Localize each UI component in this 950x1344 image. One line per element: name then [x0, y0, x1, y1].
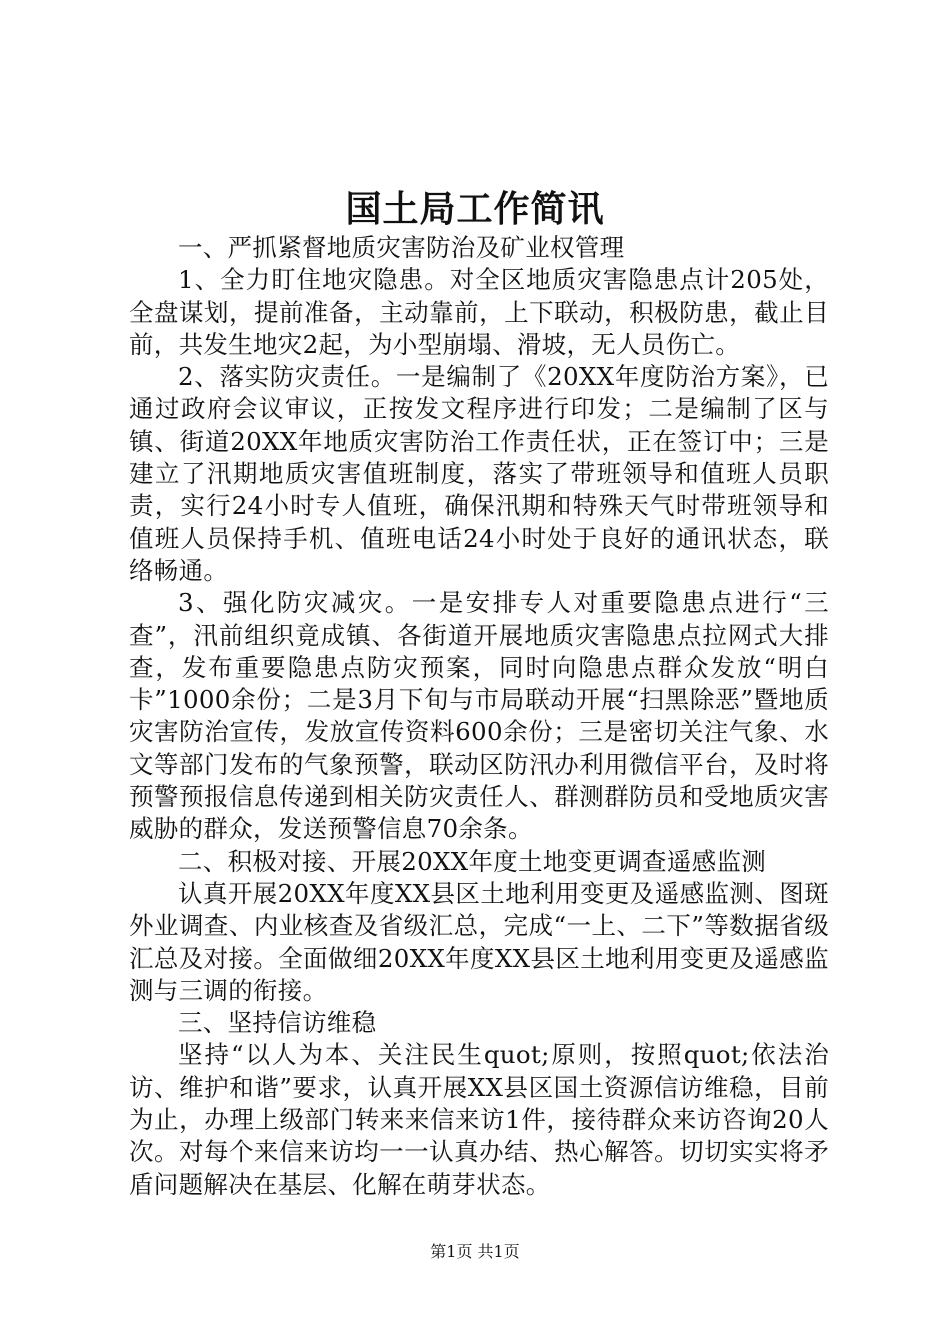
paragraph-5: 坚持“以人为本、关注民生quot;原则，按照quot;依法治访、维护和谐”要求，认真开展XX县区国土资源信访维稳，目前为止，办理上级部门转来来信来访1件，接待群众来访咨询20人次。对每个来信来访均一一认真办结、热心解答。切切实实将矛盾问题解决在基层、化解在萌芽状态。 [129, 1040, 829, 1199]
paragraph-1: 1、全力盯住地灾隐患。对全区地质灾害隐患点计205处，全盘谋划，提前准备，主动靠前，上下联动，积极防患，截止目前，共发生地灾2起，为小型崩塌、滑坡，无人员伤亡。 [129, 265, 829, 359]
page-footer: 第1页 共1页 [430, 1242, 520, 1261]
section-heading-1: 一、严抓紧督地质灾害防治及矿业权管理 [178, 233, 625, 262]
section-heading-2: 二、积极对接、开展20XX年度土地变更调查遥感监测 [178, 846, 767, 876]
paragraph-4: 认真开展20XX年度XX县区土地利用变更及遥感监测、图斑外业调查、内业核查及省级汇总，完成“一上、二下”等数据省级汇总及对接。全面做细20XX年度XX县区土地利用变更及遥感监测与三调的衔接。 [129, 878, 829, 1005]
document-body [129, 232, 829, 1201]
paragraph-2: 2、落实防灾责任。一是编制了《20XX年度防治方案》，已通过政府会议审议，正按发文程序进行印发；二是编制了区与镇、街道20XX年地质灾害防治工作责任状，正在签订中；三是建立了汛期地质灾害值班制度，落实了带班领导和值班人员职责，实行24小时专人值班，确保汛期和特殊天气时带班领导和值班人员保持手机、值班电话24小时处于良好的通讯状态，联络畅通。 [129, 362, 829, 585]
document-title: 国土局工作简讯 [345, 188, 605, 230]
paragraph-3: 3、强化防灾减灾。一是安排专人对重要隐患点进行“三查”，汛前组织竟成镇、各街道开展地质灾害隐患点拉网式大排查，发布重要隐患点防灾预案，同时向隐患点群众发放“明白卡”1000余份；二是3月下旬与市局联动开展“扫黑除恶”暨地质灾害防治宣传，发放宣传资料600余份；三是密切关注气象、水文等部门发布的气象预警，联动区防汛办利用微信平台，及时将预警预报信息传递到相关防灾责任人、群测群防员和受地质灾害威胁的群众，发送预警信息70余条。 [129, 588, 830, 844]
section-heading-3: 三、坚持信访维稳 [178, 1008, 377, 1038]
